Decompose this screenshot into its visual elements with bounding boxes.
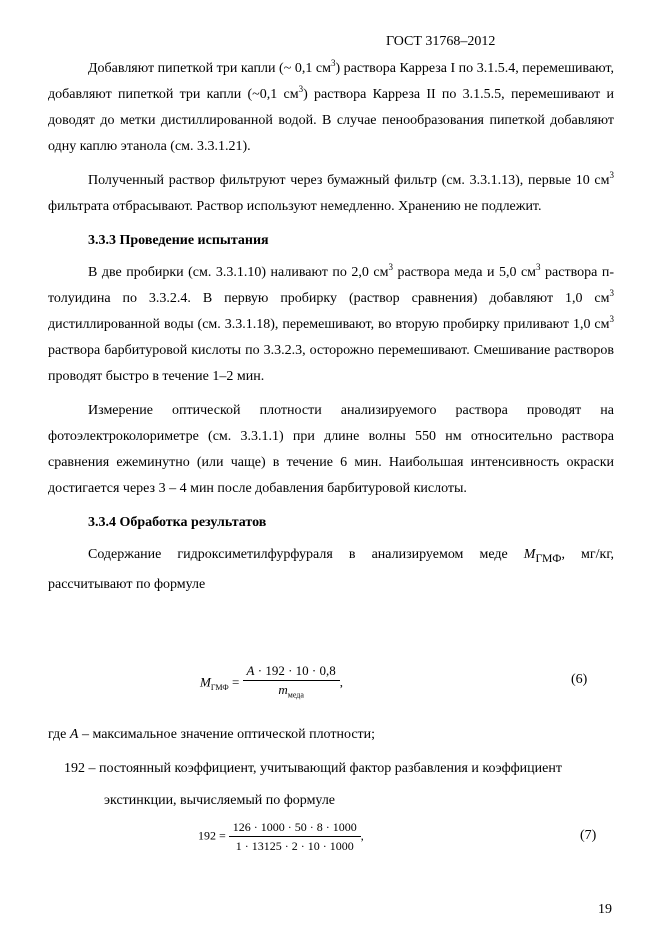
formula-6: $M_{ГМФ}$ = $\frac{A \cdot 192 \cdot 10 \cdot 0,8}{m_{меда}}$ ,	[200, 662, 343, 705]
where-line: где A – максимальное значение оптической плотности;	[48, 727, 376, 742]
page-number: 19	[598, 902, 612, 917]
heading-3-3-4: 3.3.4 Обработка результатов	[88, 515, 267, 530]
variable-m: M	[523, 547, 536, 562]
constant-192-line2: экстинкции, вычисляемый по формуле	[104, 793, 336, 808]
main-text	[48, 56, 614, 606]
heading-3-3-3: 3.3.3 Проведение испытания	[88, 233, 269, 248]
paragraph-calculation: Содержание гидроксиметилфурфураля в анализируемом меде $M_{ГМФ}$, мг/кг, рассчитывают по формуле	[48, 547, 614, 592]
paragraph-filtration: Полученный раствор фильтруют через бумажный фильтр (см. 3.3.1.13), первые 10 $см^3$ фильтрата отбрасывают. Раствор используют немедленно. Хранению не подлежит.	[48, 170, 614, 214]
equation-number-6: (6)	[571, 672, 588, 687]
constant-192-line1: 192 – постоянный коэффициент, учитывающий фактор разбавления и коэффициент	[64, 761, 562, 776]
equation-number-7: (7)	[580, 828, 597, 843]
paragraph-carrez: Добавляют пипеткой три капли (~ 0,1 $см^3$) раствора Карреза I по 3.1.5.4, перемешивают, добавляют пипеткой три капли (~0,1 $см^3$) раствора Карреза II по 3.1.5.5, перемешивают и доводят до метки дистиллированной водой. В случае пенообразования пипеткой добавляют одну каплю этанола (см. 3.3.1.21).	[48, 58, 614, 154]
formula-6-fraction: $\frac{A \cdot 192 \cdot 10 \cdot 0,8}{m_{меда}}$	[243, 662, 340, 705]
page-header: ГОСТ 31768–2012	[386, 34, 496, 49]
paragraph-measurement: Измерение оптической плотности анализируемого раствора проводят на фотоэлектроколориметре (см. 3.3.1.1) при длине волны 550 нм относительно раствора сравнения ежеминутно (или чаще) в течение 6 мин. Наибольшая интенсивность окраски достигается через 3 – 4 мин после добавления барбитуровой кислоты.	[48, 403, 614, 496]
formula-7: 192 = $\frac{126 \cdot 1000 \cdot 50 \cdot 8 \cdot 1000}{1 \cdot 13125 \cdot 2 \cdot 10 \cdot 1000}$ ,	[198, 820, 364, 853]
formula-7-fraction: $\frac{126 \cdot 1000 \cdot 50 \cdot 8 \cdot 1000}{1 \cdot 13125 \cdot 2 \cdot 10 \cdot 1000}$	[229, 818, 361, 855]
paragraph-procedure: В две пробирки (см. 3.3.1.10) наливают по 2,0 $см^3$ раствора меда и 5,0 $см^3$ раствора п-толуидина по 3.3.2.4. В первую пробирку (раствор сравнения) добавляют 1,0 $см^3$ дистиллированной воды (см. 3.3.1.18), перемешивают, во вторую пробирку приливают 1,0 $см^3$ раствора барбитуровой кислоты по 3.3.2.3, осторожно перемешивают. Смешивание растворов проводят быстро в течение 1–2 мин.	[48, 262, 614, 384]
